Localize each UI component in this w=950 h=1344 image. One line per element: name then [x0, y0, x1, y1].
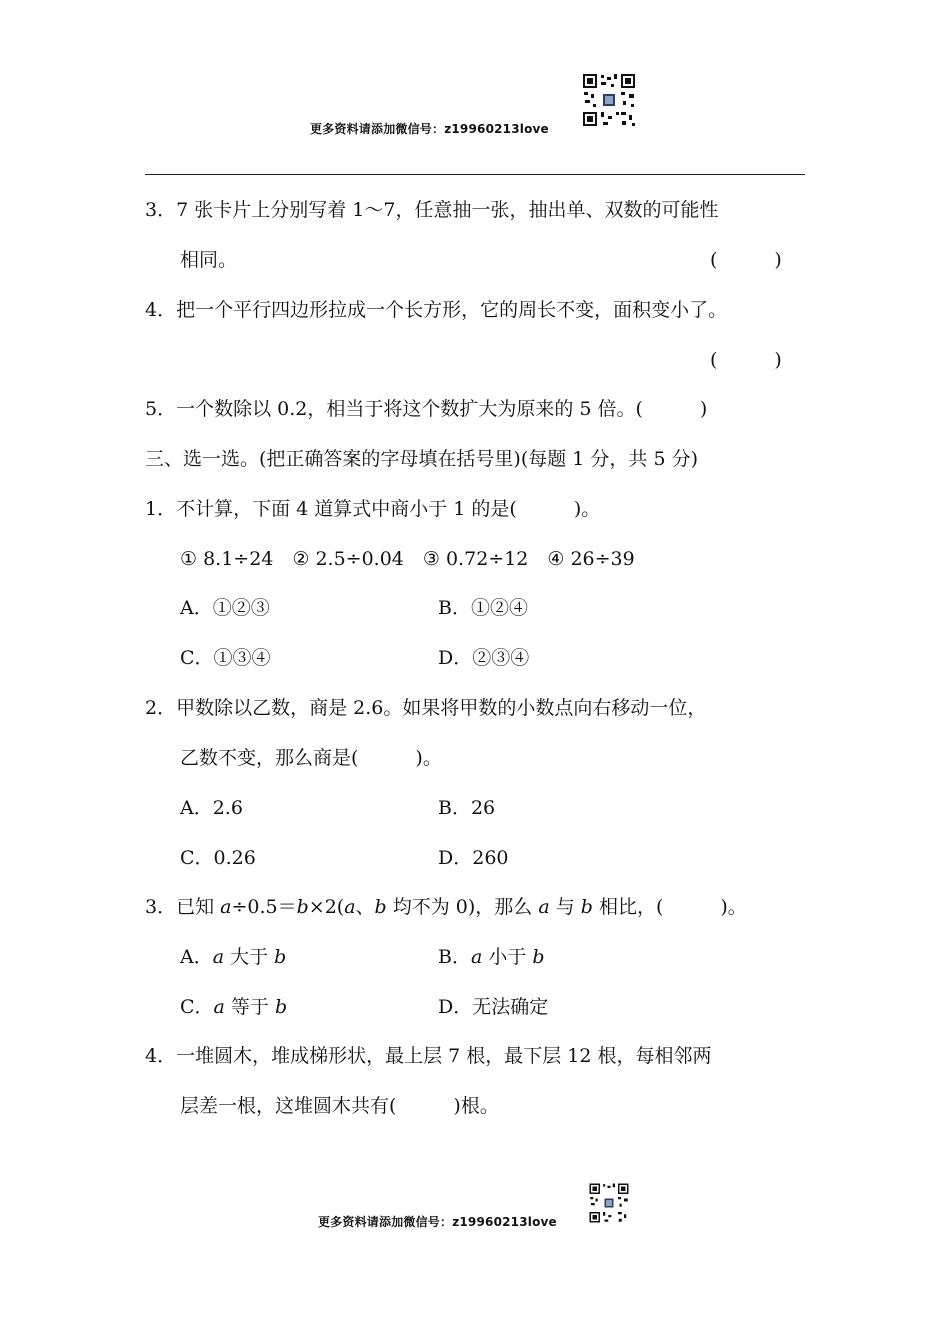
judge-q3-line2: 相同。 [180, 249, 238, 271]
judge-q3-line1: 3．7 张卡片上分别写着 1～7，任意抽一张，抽出单、双数的可能性 [145, 199, 719, 221]
choice-q2-stem-line1: 2．甲数除以乙数，商是 2.6。如果将甲数的小数点向右移动一位， [145, 697, 707, 719]
section3-title: 三、选一选。(把正确答案的字母填在括号里)(每题 1 分，共 5 分) [145, 448, 698, 470]
choice-q4-stem-line2: 层差一根，这堆圆木共有( )根。 [180, 1095, 499, 1117]
choice-q3-option-b: B．a 小于 b [438, 946, 545, 968]
choice-q3-option-c: C．a 等于 b [180, 996, 288, 1018]
choice-q3-option-a: A．a 大于 b [180, 946, 287, 968]
choice-q1-option-c: C．①③④ [180, 647, 271, 669]
header-wechat-text: 更多资料请添加微信号：z19960213love [310, 122, 549, 136]
choice-q2-option-b: B．26 [438, 797, 496, 819]
qr-code-icon [581, 72, 637, 128]
judge-q5-line: 5．一个数除以 0.2，相当于将这个数扩大为原来的 5 倍。( ) [145, 398, 708, 420]
choice-q2-option-c: C．0.26 [180, 847, 256, 869]
choice-q2-stem-line2: 乙数不变，那么商是( )。 [180, 747, 442, 769]
judge-q3-answer-blank: ( ) [710, 249, 782, 271]
judge-q4-answer-blank: ( ) [710, 349, 782, 371]
choice-q3-stem: 3．已知 a÷0.5＝b×2(a、b 均不为 0)，那么 a 与 b 相比，( )。 [145, 896, 747, 918]
choice-q1-option-d: D．②③④ [438, 647, 530, 669]
header-divider [145, 174, 805, 175]
choice-q2-option-a: A．2.6 [180, 797, 243, 819]
choice-q2-option-d: D．260 [438, 847, 509, 869]
footer-wechat-text: 更多资料请添加微信号：z19960213love [318, 1215, 557, 1229]
choice-q4-stem-line1: 4．一堆圆木，堆成梯形状，最上层 7 根，最下层 12 根，每相邻两 [145, 1045, 712, 1067]
choice-q1-option-b: B．①②④ [438, 597, 528, 619]
choice-q1-stem: 1．不计算，下面 4 道算式中商小于 1 的是( )。 [145, 498, 601, 520]
judge-q4-line1: 4．把一个平行四边形拉成一个长方形，它的周长不变，面积变小了。 [145, 299, 728, 321]
choice-q1-expressions: ① 8.1÷24 ② 2.5÷0.04 ③ 0.72÷12 ④ 26÷39 [180, 548, 635, 570]
footer-qr-code-icon [588, 1182, 630, 1224]
choice-q3-option-d: D．无法确定 [438, 996, 549, 1018]
choice-q1-option-a: A．①②③ [180, 597, 270, 619]
